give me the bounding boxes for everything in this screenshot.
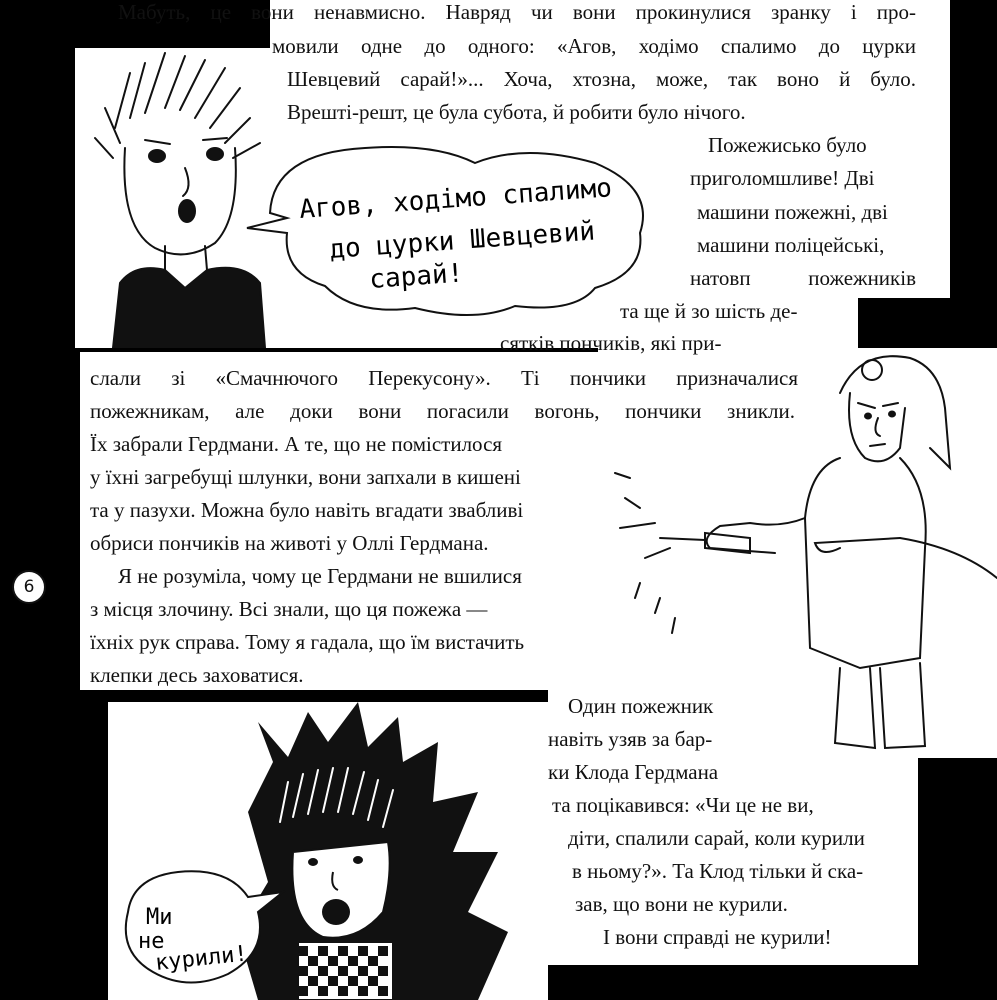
text-line-15: у їхні загребущі шлунки, вони запхали в кишені xyxy=(90,465,521,489)
text-line-26: діти, спалили сарай, коли курили xyxy=(568,826,865,850)
page-number: 6 xyxy=(12,570,46,604)
text-line-1: Мабуть, це вони ненавмисно. Навряд чи вони прокинулися зранку і про- xyxy=(118,0,916,24)
text-line-8: машини поліцейські, xyxy=(697,233,885,257)
fire-boy-illustration xyxy=(108,702,548,1000)
text-line-3: Шевцевий сарай!»... Хоча, хтозна, може, так воно й було. xyxy=(287,67,916,91)
text-line-29: І вони справді не курили! xyxy=(603,925,832,949)
bubble1-line-1: Агов, ходімо спалимо xyxy=(298,173,613,225)
text-line-24: ки Клода Гердмана xyxy=(548,760,719,784)
bubble1-line-3: сарай! xyxy=(368,258,465,295)
text-line-25: та поцікавився: «Чи це не ви, xyxy=(552,793,814,817)
text-line-28: зав, що вони не курили. xyxy=(575,892,788,916)
text-line-21: клепки десь заховатися. xyxy=(90,663,304,687)
text-line-10: та ще й зо шість де- xyxy=(620,299,798,323)
text-line-22: Один пожежник xyxy=(568,694,714,718)
bubble2-line-3: курили! xyxy=(154,941,249,976)
text-line-2: мовили одне до одного: «Агов, ходімо спалимо до цурки xyxy=(272,34,916,58)
text-line-27: в ньому?». Та Клод тільки й ска- xyxy=(572,859,864,883)
text-line-6: приголомшливе! Дві xyxy=(690,166,875,190)
text-line-5: Пожежисько було xyxy=(708,133,867,157)
text-line-19: з місця злочину. Всі знали, що ця пожежа — xyxy=(90,597,488,621)
text-line-12: слали зі «Смачнючого Перекусону». Ті пончики призначалися xyxy=(90,366,798,390)
text-line-9: натовп пожежників xyxy=(690,266,916,290)
text-line-13: пожежникам, але доки вони погасили вогонь, пончики зникли. xyxy=(90,399,795,423)
text-line-17: обриси пончиків на животі у Оллі Гердмана. xyxy=(90,531,489,555)
text-line-20: їхніх рук справа. Тому я гадала, що їм вистачить xyxy=(90,630,525,654)
bubble2-line-2: не xyxy=(138,929,165,954)
text-line-14: Їх забрали Гердмани. А те, що не помістилося xyxy=(90,432,503,456)
text-line-16: та у пазухи. Можна було навіть вгадати звабливі xyxy=(90,498,524,522)
text-line-7: машини пожежні, дві xyxy=(697,200,888,224)
bubble1-line-2: до цурки Шевцевий xyxy=(328,216,596,265)
text-line-4: Врешті-решт, це була субота, й робити було нічого. xyxy=(287,100,746,124)
bubble2-line-1: Ми xyxy=(146,905,173,930)
text-line-18: Я не розуміла, чому це Гердмани не вшилися xyxy=(118,564,522,588)
text-line-23: навіть узяв за бар- xyxy=(548,727,713,751)
text-line-11: сятків пончиків, які при- xyxy=(500,331,722,355)
